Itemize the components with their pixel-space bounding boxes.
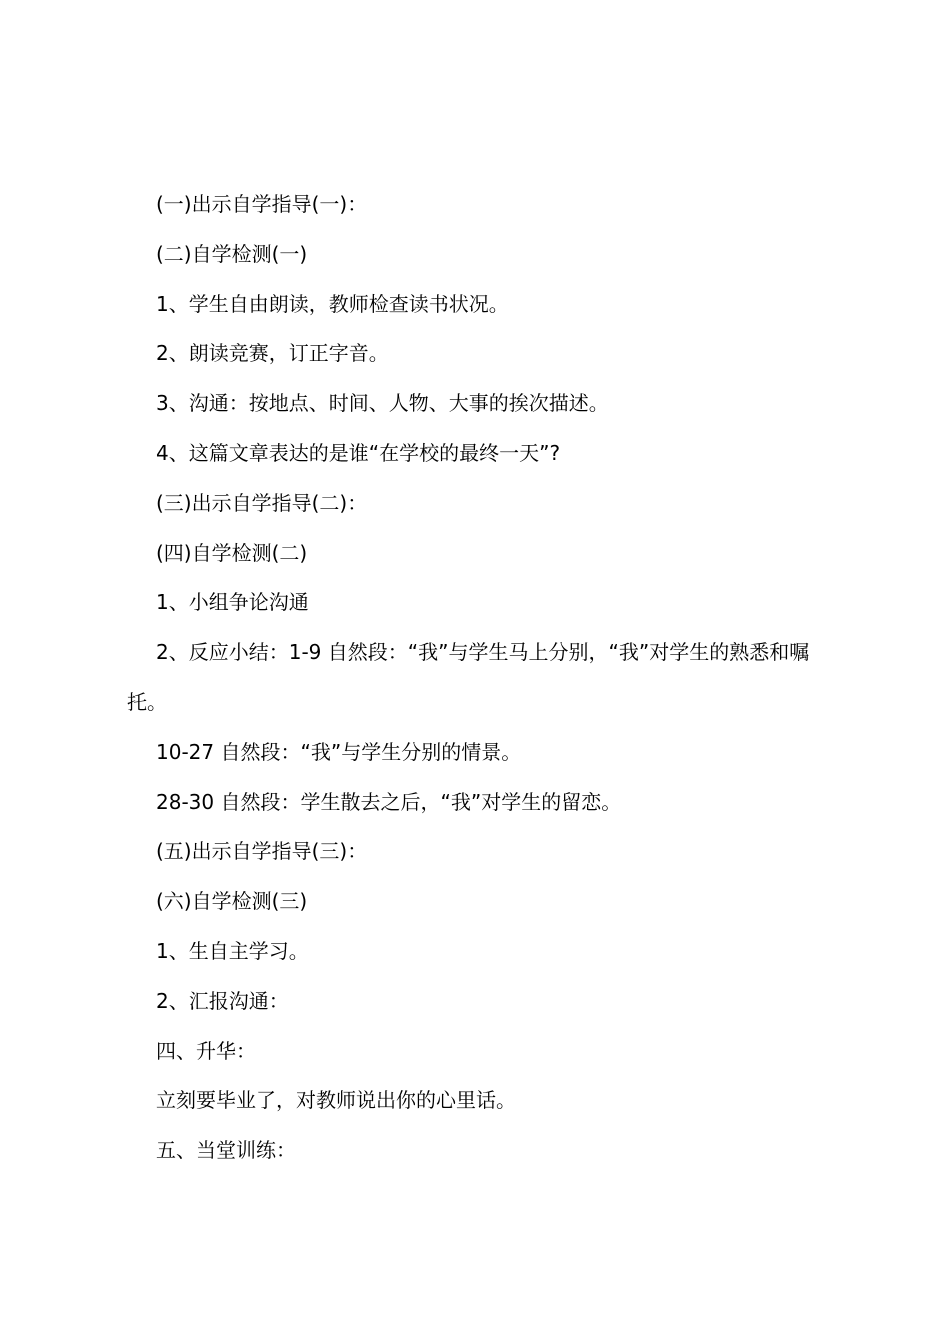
paragraph: 4、这篇文章表达的是谁“在学校的最终一天”?	[156, 440, 561, 465]
paragraph: 1、小组争论沟通	[156, 590, 309, 615]
paragraph: 28-30 自然段：学生散去之后，“我”对学生的留恋。	[156, 789, 622, 814]
paragraph: 1、学生自由朗读，教师检查读书状况。	[156, 291, 509, 316]
paragraph: 2、反应小结：1-9 自然段：“我”与学生马上分别，“我”对学生的熟悉和嘱托。	[127, 640, 810, 714]
paragraph: (一)出示自学指导(一)：	[156, 192, 368, 216]
paragraph: (五)出示自学指导(三)：	[156, 839, 368, 864]
paragraph: 2、汇报沟通：	[156, 988, 289, 1013]
document-body	[127, 180, 837, 1176]
paragraph: 五、当堂训练：	[156, 1138, 296, 1163]
paragraph: 四、升华：	[156, 1038, 256, 1063]
paragraph: (二)自学检测(一)	[156, 241, 308, 266]
paragraph: 立刻要毕业了，对教师说出你的心里话。	[156, 1088, 516, 1113]
paragraph: 10-27 自然段：“我”与学生分别的情景。	[156, 739, 522, 764]
paragraph: 1、生自主学习。	[156, 938, 309, 963]
paragraph: 2、朗读竞赛，订正字音。	[156, 341, 389, 366]
paragraph: (四)自学检测(二)	[156, 540, 308, 565]
paragraph: 3、沟通：按地点、时间、人物、大事的挨次描述。	[156, 391, 609, 416]
paragraph: (三)出示自学指导(二)：	[156, 490, 368, 515]
paragraph: (六)自学检测(三)	[156, 889, 308, 914]
